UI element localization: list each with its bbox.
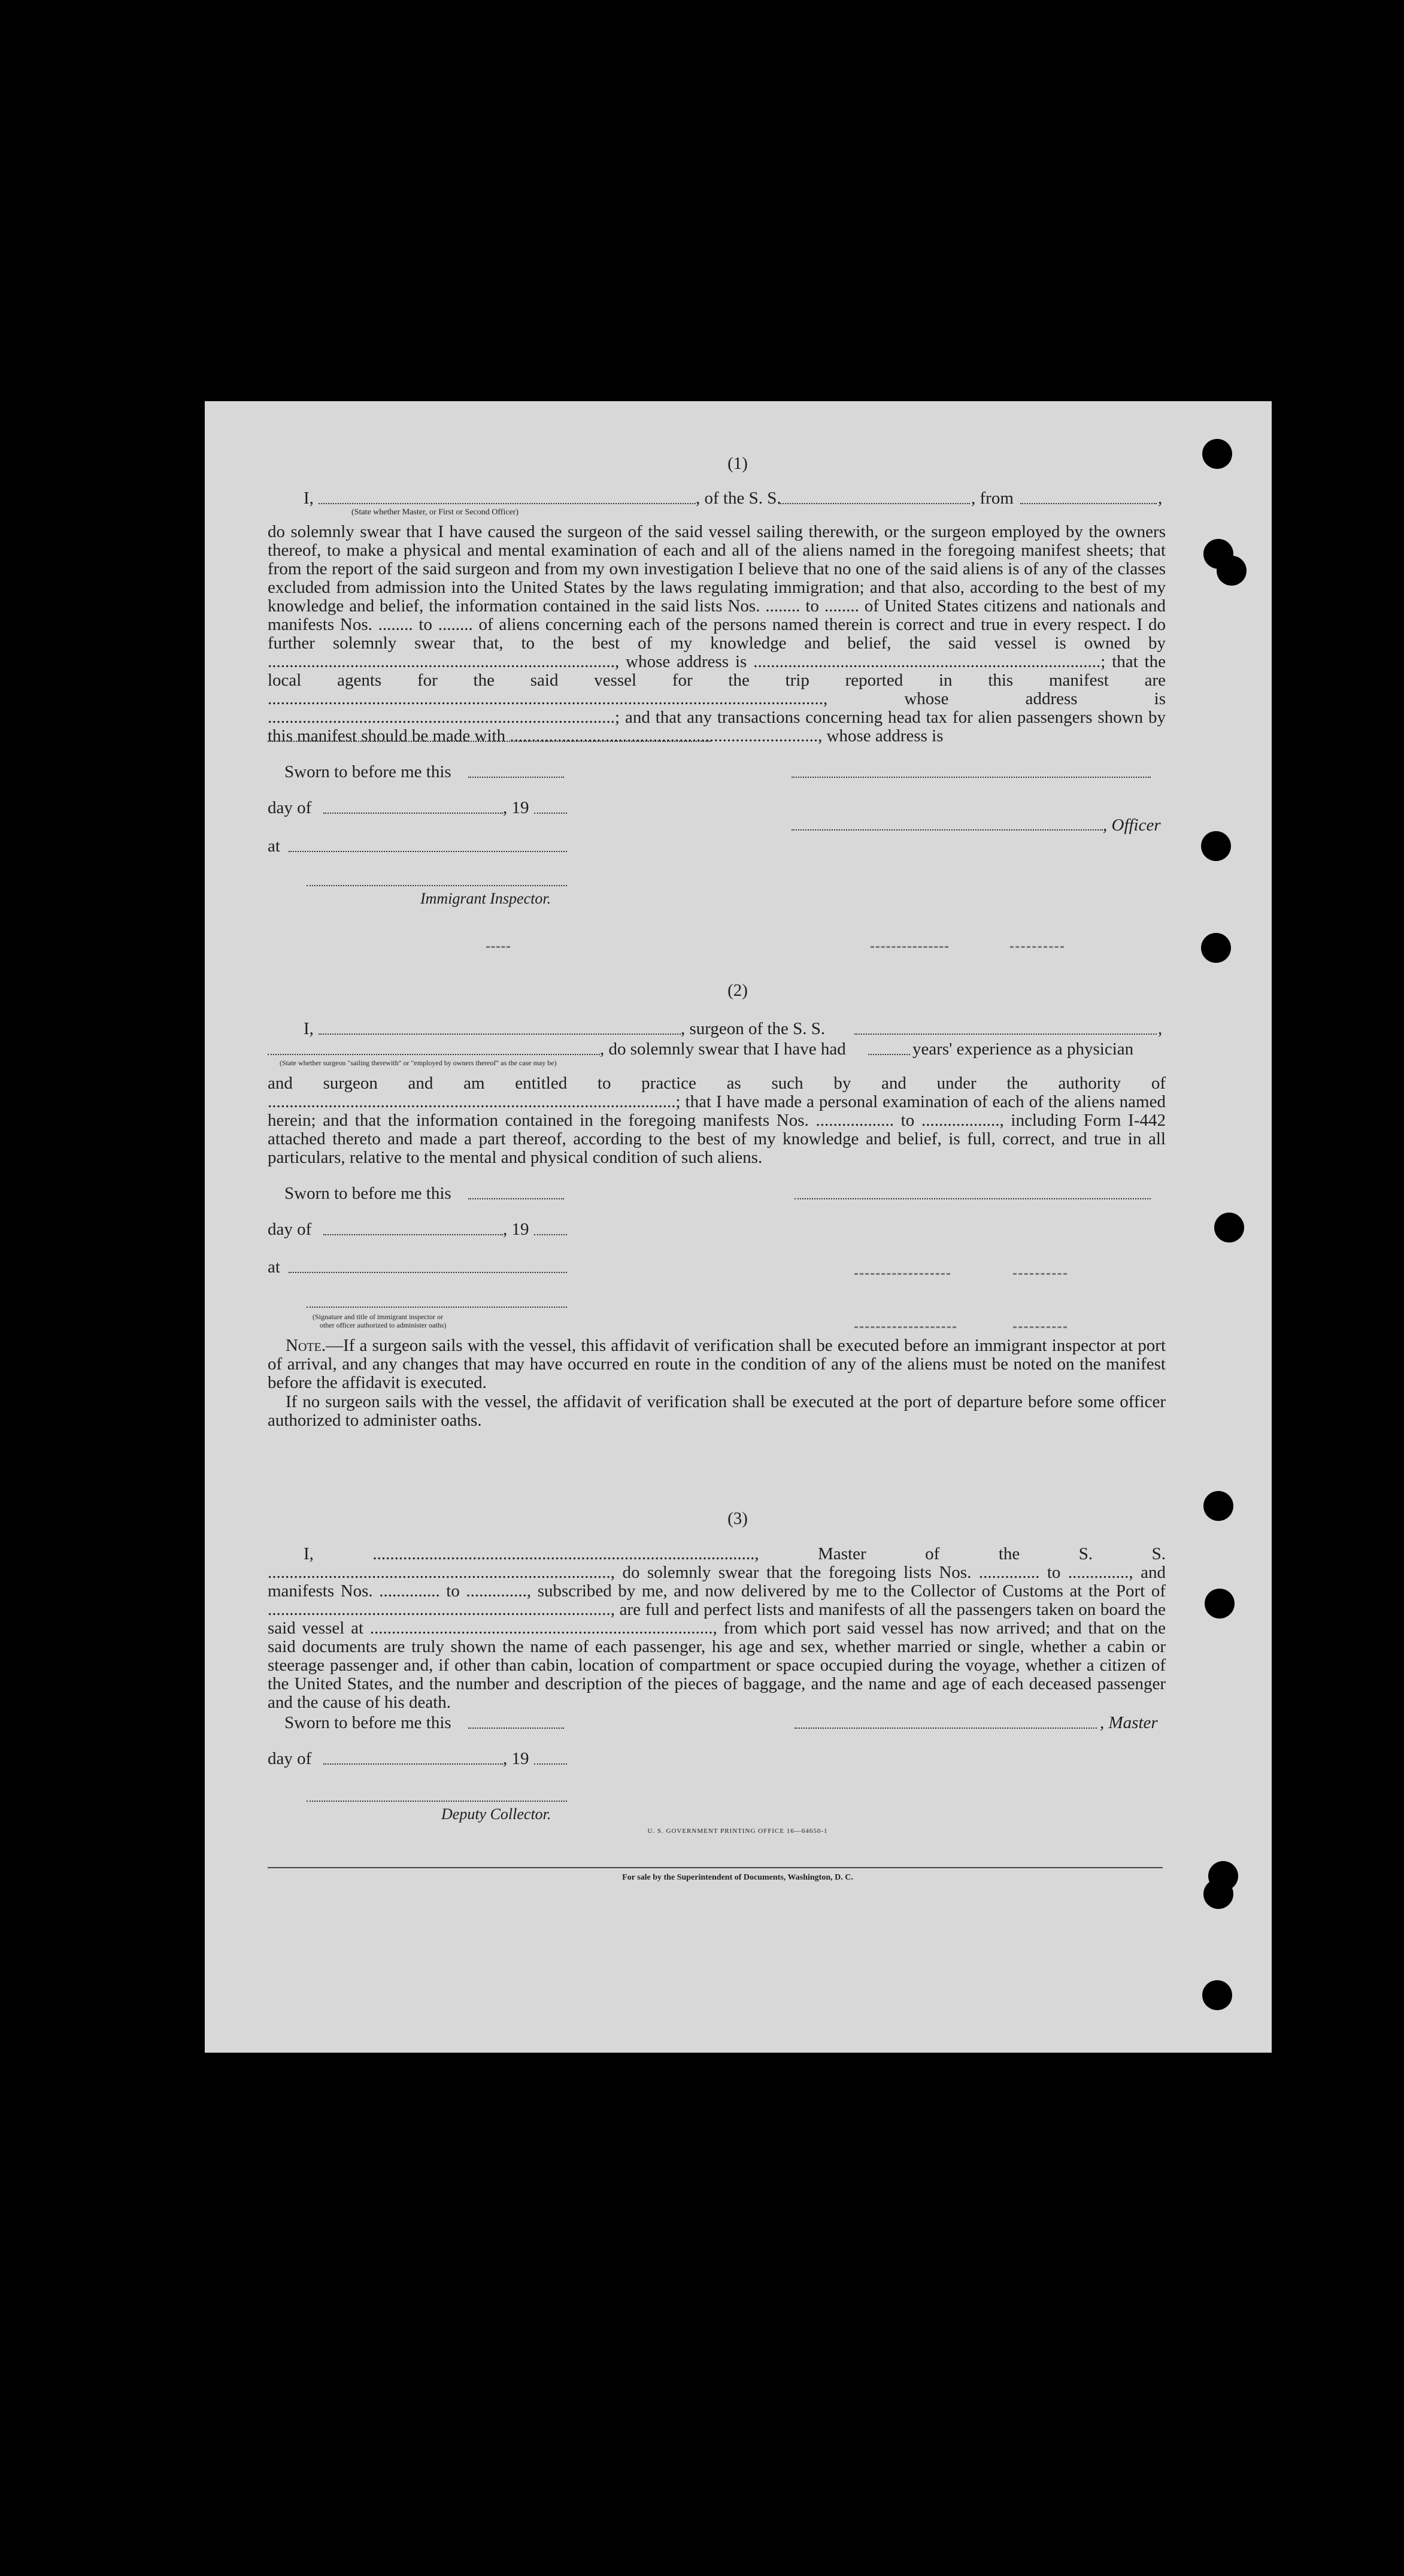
punch-hole xyxy=(1217,556,1247,586)
sale-notice: For sale by the Superintendent of Documents, Washington, D. C. xyxy=(622,1873,853,1882)
scan-dash-mark xyxy=(486,946,510,948)
section-1-number: (1) xyxy=(727,454,748,473)
section-3-number: (3) xyxy=(727,1509,748,1528)
scan-dash-mark xyxy=(1013,1273,1067,1275)
s1-of-ss-label: , of the S. S. xyxy=(696,489,781,508)
s1-day-label: day of xyxy=(268,798,312,817)
s1-name-blank xyxy=(319,503,696,504)
s2-vessel-blank xyxy=(854,1034,1157,1035)
s2-name-blank xyxy=(319,1034,681,1035)
s3-deputy-signature-line xyxy=(307,1801,567,1802)
punch-hole xyxy=(1214,1213,1244,1242)
s2-sworn-label: Sworn to before me this xyxy=(284,1184,451,1203)
scan-dash-mark xyxy=(854,1326,956,1328)
s1-address-blank xyxy=(268,741,711,742)
s3-deputy-label: Deputy Collector. xyxy=(441,1805,551,1823)
s2-status-note: (State whether surgeon "sailing therewith" or "employed by owners thereof" as the case may be) xyxy=(280,1059,557,1067)
s2-sworn-blank xyxy=(468,1198,564,1199)
s2-sig-note-2: other officer authorized to administer oaths) xyxy=(320,1321,447,1329)
s2-swear-label: , do solemnly swear that I have had xyxy=(600,1040,846,1059)
punch-hole xyxy=(1202,1980,1232,2010)
s1-vessel-blank xyxy=(778,503,970,504)
s2-surgeon-label: , surgeon of the S. S. xyxy=(681,1019,826,1038)
s3-day-blank xyxy=(323,1763,503,1765)
s2-year-label: , 19 xyxy=(503,1220,529,1239)
s3-year-blank xyxy=(534,1763,567,1765)
s1-year-blank xyxy=(534,813,567,814)
scan-dash-mark xyxy=(1010,946,1064,948)
s1-year-label: , 19 xyxy=(503,798,529,817)
s3-year-label: , 19 xyxy=(503,1749,529,1768)
manifest-back-page xyxy=(205,401,1272,2053)
punch-hole xyxy=(1203,1491,1233,1521)
s2-surgeon-signature-line xyxy=(795,1198,1151,1199)
s1-from-label: , from xyxy=(971,489,1014,508)
s3-master-signature-line xyxy=(795,1728,1097,1729)
s2-years-blank xyxy=(868,1054,910,1055)
s3-sworn-label: Sworn to before me this xyxy=(284,1713,451,1732)
s2-note-paragraph xyxy=(268,1337,1166,1392)
s2-at-label: at xyxy=(268,1257,280,1277)
s2-at-blank xyxy=(289,1272,567,1273)
s1-inspector-signature-line xyxy=(307,885,567,886)
s2-day-blank xyxy=(323,1234,503,1235)
s2-note-label: Note. xyxy=(286,1336,326,1355)
s2-i-label: I, xyxy=(304,1019,314,1038)
s2-year-blank xyxy=(534,1234,567,1235)
s2-row-end: , xyxy=(1158,1019,1163,1038)
punch-hole xyxy=(1201,933,1231,963)
s1-oath-paragraph: do solemnly swear that I have caused the surgeon of the said vessel sailing therewith, or the surgeon employed by the owners thereof, to make a physical and mental examination of each and all of the aliens named in the foregoing manifest sheets; that from the report of the said surgeon and from my own investigation I believe that no one of the said aliens is of any of the classes excluded from admission into the United States by the laws regulating immigration; and that also, according to the best of my knowledge and belief, the information contained in the said lists Nos. ........ to ........ of United States citizens and nationals and manifests Nos. ........ to ........ of aliens concerning each of the persons named therein is correct and true in every respect. I do further solemnly swear that, to the best of my knowledge and belief, the said vessel is owned by ................................................................................, whose address is ................................................................................; that the local agents for the said vessel for the trip reported in this manifest are ................................................................................................................................, whose address is ................................................................................; and that any transactions concerning head tax for alien passengers shown by this manifest should be made with ......................................................................., whose address is xyxy=(268,522,1166,745)
scan-dash-mark xyxy=(1013,1326,1067,1328)
s2-sig-note-1: (Signature and title of immigrant inspector or xyxy=(313,1313,443,1321)
s2-oath-paragraph: and surgeon and am entitled to practice as such by and under the authority of ..............................................................................................; that I have made a personal examination of each of the aliens named herein; and that the information contained in the foregoing manifests Nos. .................. to .................., including Form I-442 attached thereto and made a part thereof, according to the best of my knowledge and belief, is full, correct, and true in all particulars, relative to the mental and physical condition of such aliens. xyxy=(268,1074,1166,1167)
scan-dash-mark xyxy=(871,946,948,948)
section-2-number: (2) xyxy=(727,981,748,1000)
s1-sworn-blank xyxy=(468,777,564,778)
s3-sworn-blank xyxy=(468,1728,564,1729)
gpo-imprint: U. S. GOVERNMENT PRINTING OFFICE 16—64650-1 xyxy=(647,1828,828,1835)
scan-dash-mark xyxy=(854,1273,950,1275)
s2-day-label: day of xyxy=(268,1220,312,1239)
s2-status-blank xyxy=(268,1054,600,1055)
s2-note2-paragraph: If no surgeon sails with the vessel, the affidavit of verification shall be executed at the port of departure before some officer authorized to administer oaths. xyxy=(268,1392,1166,1430)
s1-row-end: , xyxy=(1158,489,1163,508)
s1-at-label: at xyxy=(268,837,280,856)
s2-inspector-signature-line xyxy=(307,1307,567,1308)
s1-day-blank xyxy=(323,813,503,814)
s3-day-label: day of xyxy=(268,1749,312,1768)
punch-hole xyxy=(1201,831,1231,861)
punch-hole xyxy=(1205,1589,1235,1619)
footer-rule xyxy=(268,1867,1163,1868)
s2-years-label: years' experience as a physician xyxy=(912,1040,1134,1059)
punch-hole xyxy=(1202,439,1232,469)
s1-i-label: I, xyxy=(304,489,314,508)
s1-officer-blank xyxy=(792,829,1103,831)
s1-rank-note: (State whether Master, or First or Second Officer) xyxy=(351,508,519,517)
s1-at-blank xyxy=(289,851,567,852)
s1-officer-signature-line xyxy=(792,777,1151,778)
s1-sworn-label: Sworn to before me this xyxy=(284,762,451,781)
s1-officer-label: , Officer xyxy=(1103,816,1161,835)
s2-note-text: —If a surgeon sails with the vessel, this affidavit of verification shall be executed before an immigrant inspector at port of arrival, and any changes that may have occurred en route in the condition of any of the aliens must be noted on the manifest before the affidavit is executed. xyxy=(268,1336,1166,1392)
punch-hole xyxy=(1203,1879,1233,1909)
s3-master-label: , Master xyxy=(1100,1713,1158,1732)
s3-oath-paragraph: I, ........................................................................................, Master of the S. S. ..............................................................................., do solemnly swear that the foregoing lists Nos. .............. to .............., and manifests Nos. .............. to .............., subscribed by me, and now delivered by me to the Collector of Customs at the Port of ..............................................................................., are full and perfect lists and manifests of all the passengers taken on board the said vessel at ..............................................................................., from which port said vessel has now arrived; and that on the said documents are truly shown the name of each passenger, his age and sex, whether married or single, whether a cabin or steerage passenger and, if other than cabin, location of compartment or space occupied during the voyage, whether a citizen of the United States, and the number and description of the pieces of baggage, and the name and age of each deceased passenger and the cause of his death. xyxy=(268,1544,1166,1712)
s1-inspector-label: Immigrant Inspector. xyxy=(420,890,551,907)
s1-from-blank xyxy=(1020,503,1157,504)
